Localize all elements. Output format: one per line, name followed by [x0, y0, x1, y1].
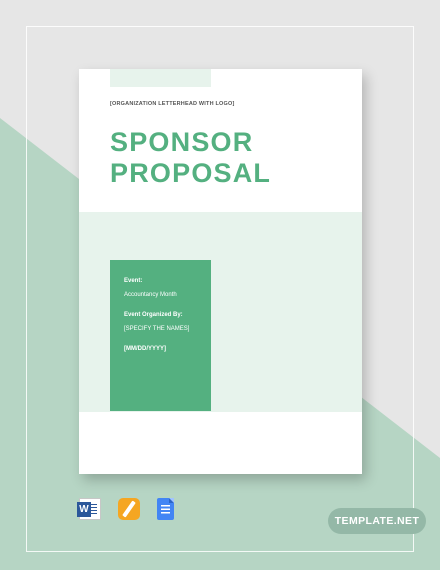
- title-line-1: SPONSOR: [110, 127, 254, 157]
- event-value: Accountancy Month: [124, 292, 177, 298]
- google-docs-icon[interactable]: [157, 498, 174, 520]
- event-details-card: [110, 260, 211, 411]
- header-accent-bar: [110, 69, 211, 87]
- pages-icon[interactable]: [118, 498, 140, 520]
- event-label: Event:: [124, 278, 143, 284]
- letterhead-placeholder: [ORGANIZATION LETTERHEAD WITH LOGO]: [110, 101, 235, 107]
- document-preview[interactable]: [79, 69, 362, 474]
- organizer-label: Event Organized By:: [124, 312, 183, 318]
- template-net-logo[interactable]: TEMPLATE.NET: [328, 508, 426, 534]
- document-title: [110, 127, 271, 189]
- title-line-2: PROPOSAL: [110, 158, 272, 188]
- word-letter: W: [77, 502, 91, 517]
- word-icon[interactable]: [79, 498, 101, 520]
- format-icons: [79, 498, 174, 520]
- date-value: [MM/DD/YYYY]: [124, 346, 166, 352]
- organizer-value: [SPECIFY THE NAMES]: [124, 326, 190, 332]
